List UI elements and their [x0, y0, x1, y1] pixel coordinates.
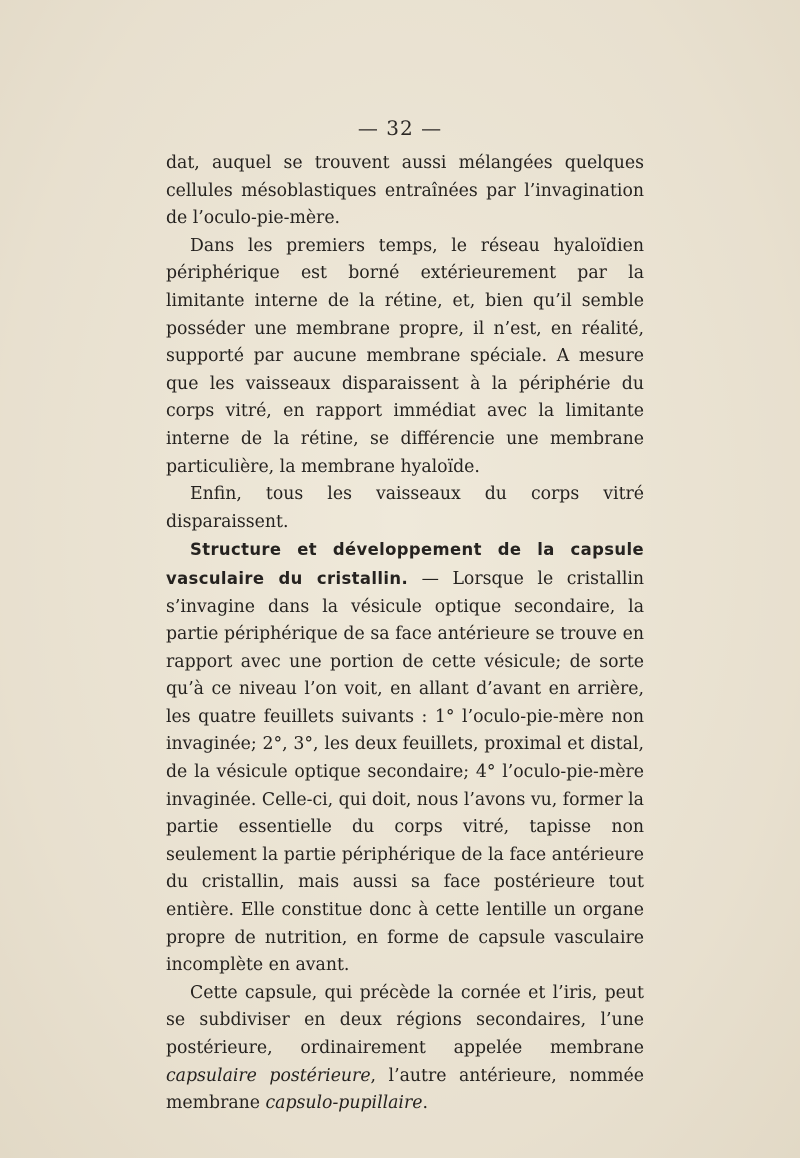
- paragraph-capsule-regions: [166, 980, 644, 1118]
- body-text: [166, 150, 644, 1118]
- paragraph-vessels-disappear: Enfin, tous les vaisseaux du corps vitré disparaissent.: [166, 484, 644, 532]
- paragraph-regions-text-1: Cette capsule, qui précède la cornée et l’iris, peut se subdiviser en deux régions secondaires, l’une postérieure, ordinairement appelée membrane: [166, 982, 644, 1058]
- paragraph-continuation: dat, auquel se trouvent aussi mélangées quelques cellules mésoblastiques entraînées par l’invagination de l’oculo-pie-mère.: [166, 153, 644, 229]
- paragraph-capsule-text: — Lorsque le cristallin s’invagine dans la vésicule optique secondaire, la partie périphérique de sa face antérieure se trouve en rapport avec une portion de cette vésicule; de sorte qu’à ce niveau l’on voit, en allant d’avant en arrière, les quatre feuillets suivants : 1° l’oculo-pie-mère non invaginée; 2°, 3°, les deux feuillets, proximal et distal, de la vésicule optique secondaire; 4° l’oculo-pie-mère invaginée. Celle-ci, qui doit, nous l’avons vu, former la partie essentielle du corps vitré, tapisse non seulement la partie périphérique de la face antérieure du cristallin, mais aussi sa face postérieure tout entière. Elle constitue donc à cette lentille un organe propre de nutrition, en forme de capsule vasculaire incomplète en avant.: [166, 568, 645, 976]
- page-number: — 32 —: [357, 116, 443, 140]
- section-heading: Structure et développement de la capsule vasculaire du cristallin.: [166, 540, 644, 588]
- paragraph-capsule-structure: [166, 536, 644, 980]
- paragraph-regions-text-2: , l’autre antérieure, nommée membrane: [166, 1065, 644, 1114]
- paragraph-regions-text-3: .: [422, 1093, 428, 1114]
- paragraph-hyaloid-network: Dans les premiers temps, le réseau hyaloïdien périphérique est borné extérieurement par la limitante interne de la rétine, et, bien qu’il semble posséder une membrane propre, il n’est, en réalité, supporté par aucune membrane spéciale. A mesure que les vaisseaux disparaissent à la périphérie du corps vitré, en rapport immédiat avec la limitante interne de la rétine, se différencie une membrane particulière, la membrane hyaloïde.: [166, 235, 644, 477]
- term-capsulaire-posterieure: capsulaire postérieure: [166, 1065, 371, 1086]
- term-capsulo-pupillaire: capsulo-pupillaire: [265, 1093, 423, 1114]
